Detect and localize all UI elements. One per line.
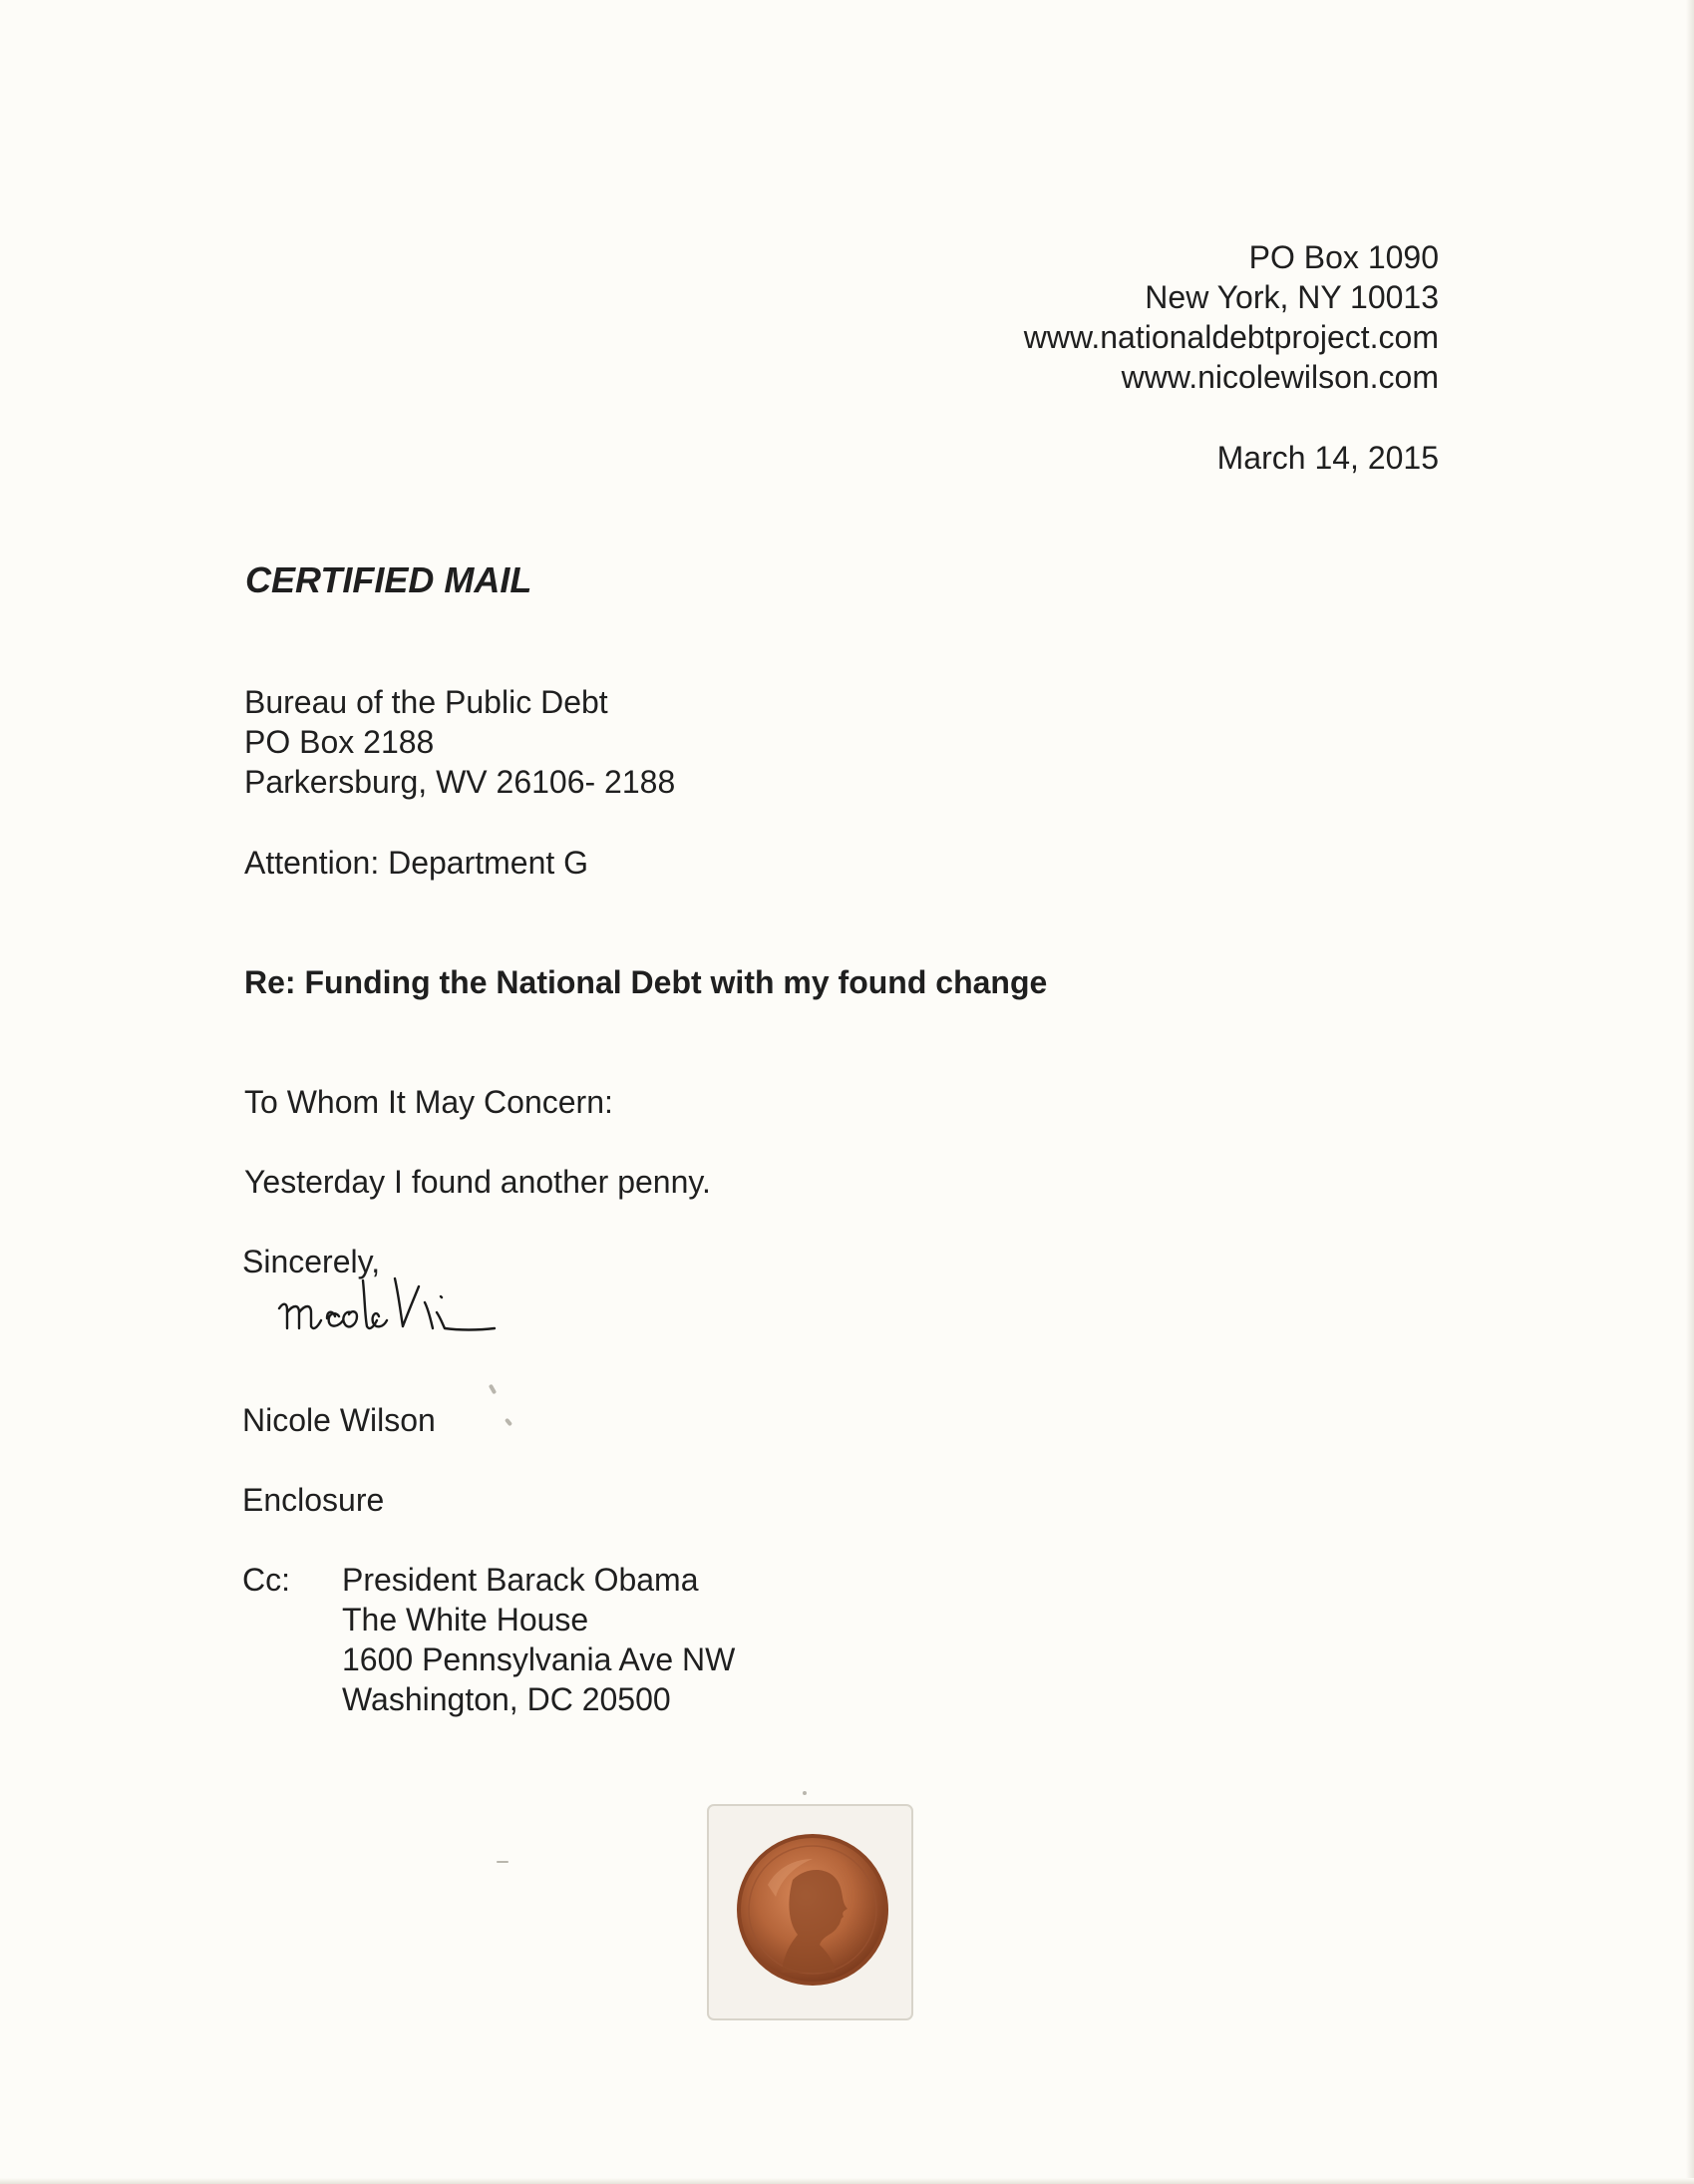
attention-line: Attention: Department G	[244, 845, 589, 881]
recipient-address	[244, 682, 675, 802]
scan-speck	[497, 1861, 508, 1863]
certified-mail-heading: CERTIFIED MAIL	[245, 559, 532, 600]
scan-speck	[489, 1384, 497, 1395]
scan-speck	[505, 1418, 512, 1427]
return-address-line-4: www.nicolewilson.com	[1121, 359, 1439, 395]
cc-line-3: 1600 Pennsylvania Ave NW	[342, 1641, 736, 1677]
recipient-line-2: PO Box 2188	[244, 724, 435, 760]
scan-edge-bottom	[0, 2178, 1694, 2184]
letter-body: Yesterday I found another penny.	[244, 1164, 711, 1200]
cc-label: Cc:	[242, 1562, 290, 1598]
recipient-line-3: Parkersburg, WV 26106- 2188	[244, 764, 676, 800]
scan-edge-right	[1686, 0, 1694, 2184]
return-address-line-2: New York, NY 10013	[1145, 279, 1439, 315]
sender-name: Nicole Wilson	[242, 1402, 436, 1438]
return-address	[1024, 237, 1439, 397]
recipient-line-1: Bureau of the Public Debt	[244, 684, 608, 720]
return-address-line-3: www.nationaldebtproject.com	[1023, 319, 1439, 355]
handwritten-signature	[269, 1267, 608, 1346]
cc-line-4: Washington, DC 20500	[342, 1681, 671, 1717]
cc-recipient	[342, 1560, 735, 1719]
cc-line-1: President Barack Obama	[342, 1562, 699, 1598]
enclosure-note: Enclosure	[242, 1482, 385, 1518]
letter-date: March 14, 2015	[1216, 440, 1439, 476]
cc-line-2: The White House	[342, 1602, 589, 1638]
return-address-line-1: PO Box 1090	[1248, 239, 1439, 275]
subject-line: Re: Funding the National Debt with my found change	[244, 964, 1048, 1000]
scan-speck	[803, 1791, 807, 1795]
enclosed-penny	[698, 1785, 927, 2034]
closing: Sincerely,	[242, 1244, 381, 1279]
salutation: To Whom It May Concern:	[244, 1084, 613, 1120]
